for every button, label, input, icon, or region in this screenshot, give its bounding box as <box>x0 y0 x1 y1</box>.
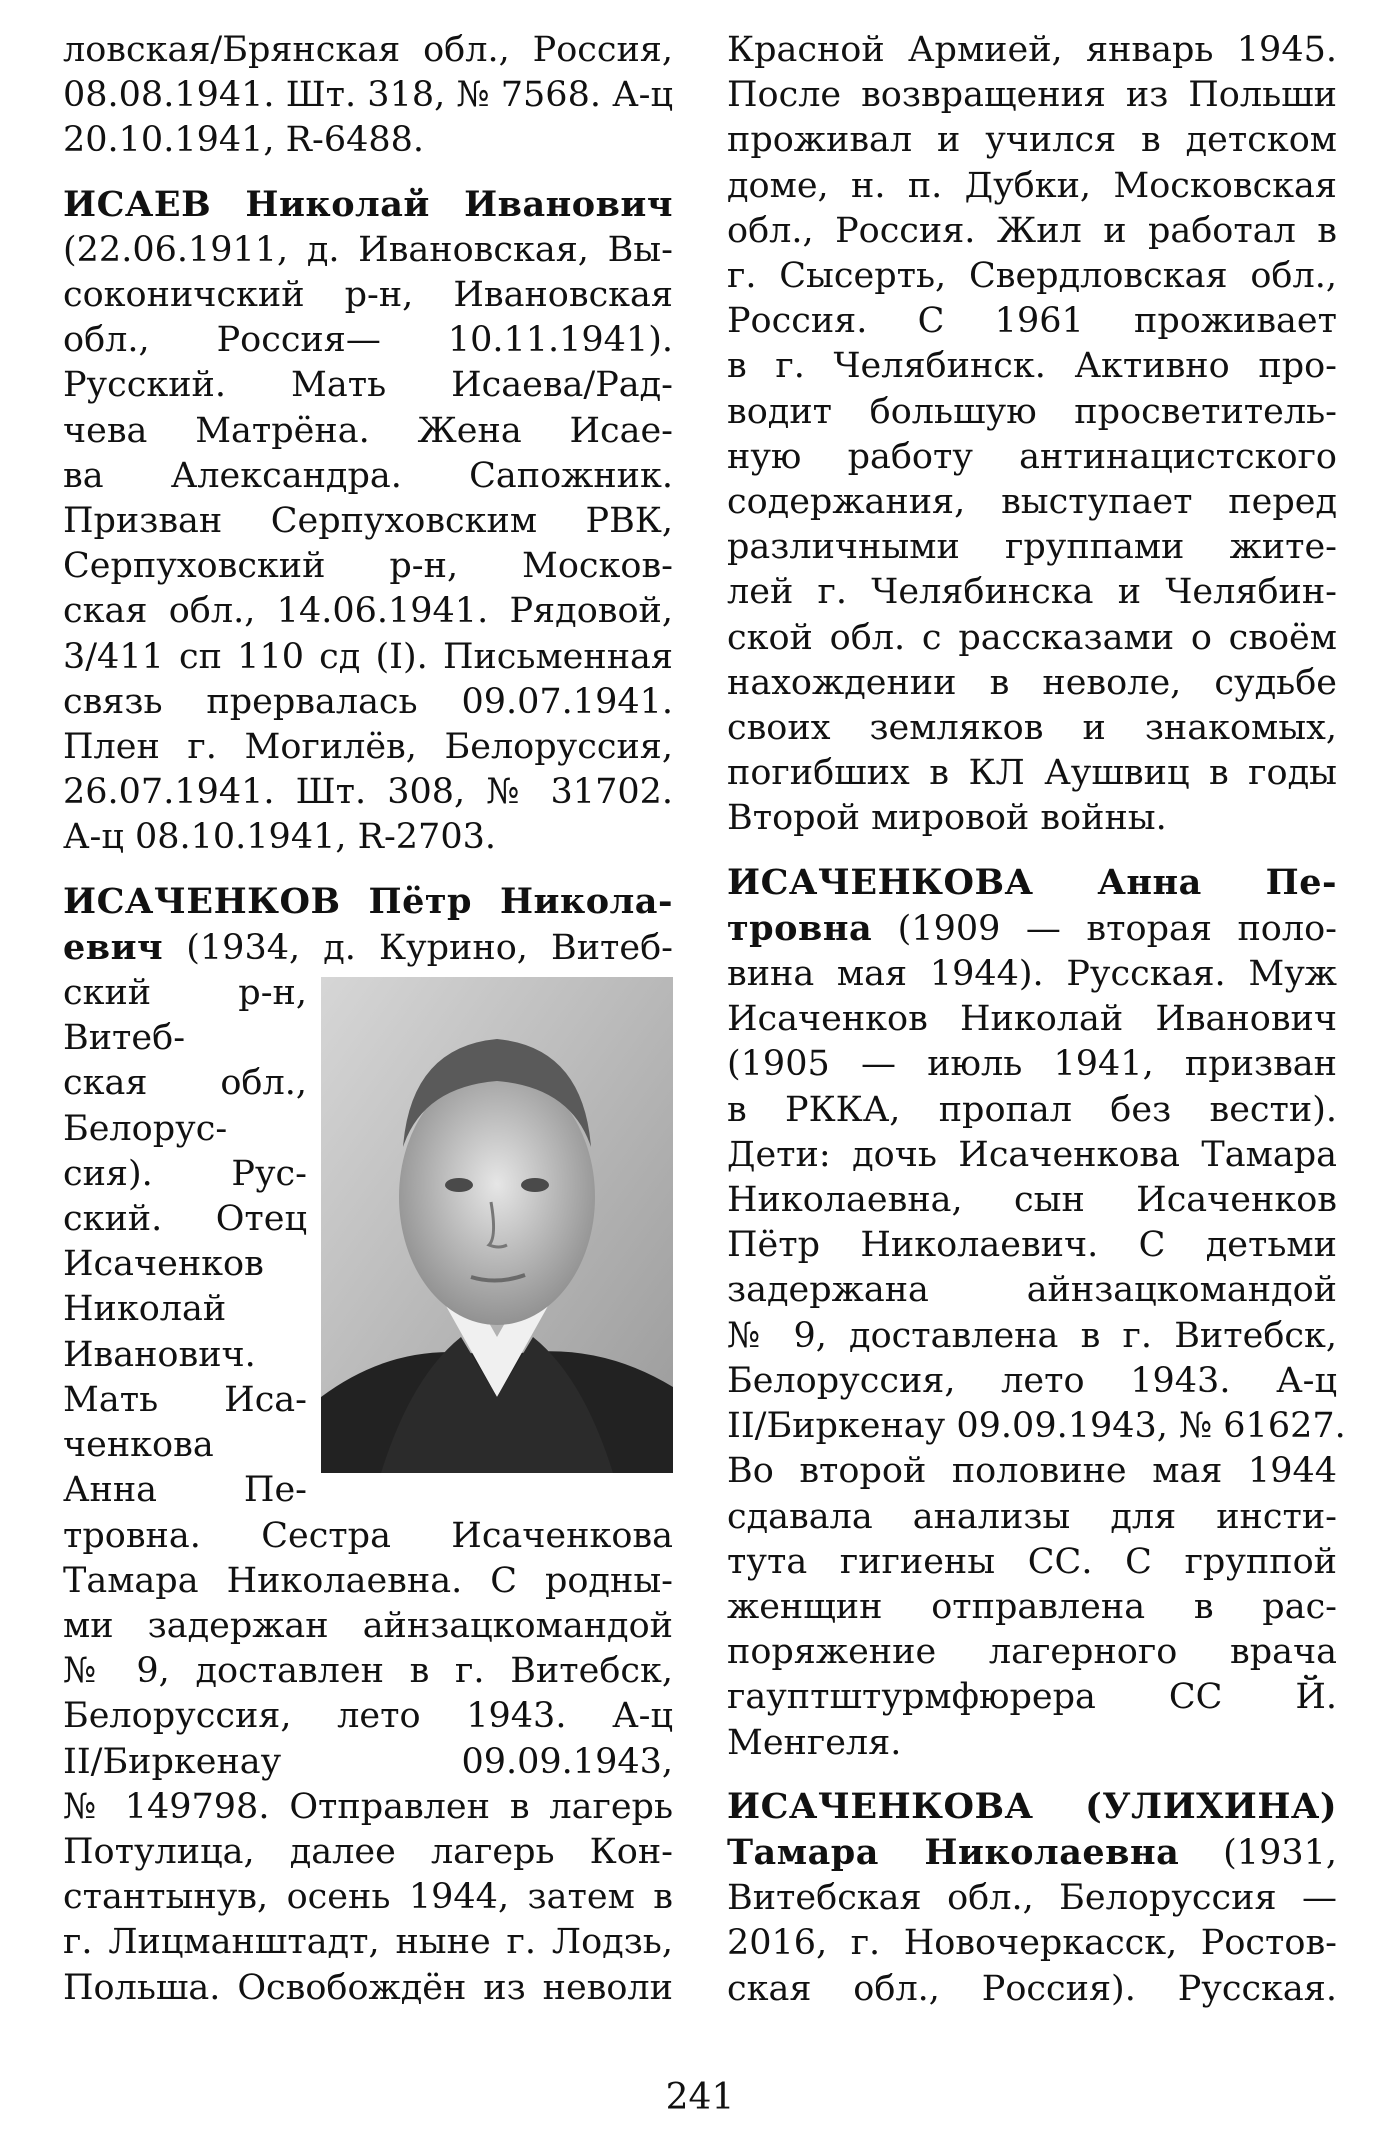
text-line: стантынув, осень 1944, затем в <box>63 1877 673 1918</box>
text-line: лей г. Челябинска и Челябин- <box>727 572 1337 613</box>
text-line: Пётр Николаевич. С детьми <box>727 1225 1337 1266</box>
text-line: вина мая 1944). Русская. Муж <box>727 954 1337 995</box>
entry-name-end: Тамара Николаевна <box>727 1831 1180 1873</box>
text-line: 3/411 сп 110 сд (I). Письменная <box>63 636 673 677</box>
text-line: Второй мировой войны. <box>727 798 1167 839</box>
text-line: Дети: дочь Исаченкова Тамара <box>727 1134 1337 1175</box>
text-line: тровна. Сестра Исаченкова <box>63 1515 673 1556</box>
text-line: 26.07.1941. Шт. 308, № 31702. <box>63 772 673 813</box>
text-line: 08.08.1941. Шт. 318, № 7568. А-ц <box>63 75 673 116</box>
entry-heading <box>63 182 673 228</box>
entry-heading <box>63 879 673 925</box>
text-line: ский р-н, <box>63 973 307 1014</box>
text-line: II/Биркенау 09.09.1943, <box>63 1741 673 1782</box>
text-line: погибших в КЛ Аушвиц в годы <box>727 753 1337 794</box>
entry-body <box>63 1514 673 2011</box>
text-line: Николай <box>63 1289 227 1330</box>
entry-continuation-right <box>727 28 1337 842</box>
text-line: гауптштурмфюрера СС Й. <box>727 1677 1337 1718</box>
text-line: Исаченков <box>63 1244 264 1285</box>
text-line: ва Александра. Сапожник. <box>63 455 673 496</box>
text-line: ми задержан айнзацкомандой <box>63 1605 673 1646</box>
text-line: женщин отправлена в рас- <box>727 1586 1337 1627</box>
text-line: Потулица, далее лагерь Кон- <box>63 1831 673 1872</box>
text-line: задержана айнзацкомандой <box>727 1270 1337 1311</box>
text-line: в г. Челябинск. Активно про- <box>727 346 1337 387</box>
text-line: Иванович. <box>63 1334 256 1375</box>
text-line: 20.10.1941, R-6488. <box>63 120 425 161</box>
right-column <box>727 28 1346 2030</box>
text-line: Белоруссия, лето 1943. А-ц <box>63 1696 673 1737</box>
text-line: (1905 — июль 1941, призван <box>727 1044 1337 1085</box>
text-line: Русский. Мать Исаева/Рад- <box>63 365 673 406</box>
entry-body <box>727 952 1346 1766</box>
entry-name: ИСАЧЕНКОВА Анна Пе- <box>727 861 1337 903</box>
entry-dates: (1934, д. Курино, Витеб- <box>163 927 673 968</box>
text-line: После возвращения из Польши <box>727 75 1337 116</box>
text-line: Мать Иса- <box>63 1379 307 1420</box>
text-line: ская обл., Россия). Русская. <box>727 1968 1337 2009</box>
text-line: обл., Россия— 10.11.1941). <box>63 320 673 361</box>
text-line: связь прервалась 09.07.1941. <box>63 681 673 722</box>
entry-name: ИСАЧЕНКОВ Пётр Никола- <box>63 880 673 922</box>
text-line: Белорус- <box>63 1108 228 1149</box>
text-line: тута гигиены СС. С группой <box>727 1541 1337 1582</box>
text-line: Анна Пе- <box>63 1470 307 1511</box>
entry-heading <box>727 1784 1337 1830</box>
left-column <box>63 28 673 2029</box>
text-line: Серпуховский р-н, Москов- <box>63 546 673 587</box>
text-line: Польша. Освобождён из неволи <box>63 1967 673 2008</box>
entry-isachenkov-petr <box>63 879 673 2011</box>
text-line: II/Биркенау 09.09.1943, № 61627. <box>727 1406 1346 1447</box>
entry-heading <box>727 860 1337 906</box>
text-line: ловская/Брянская обл., Россия, <box>63 30 673 70</box>
portrait-photo <box>321 977 673 1473</box>
entry-heading-continued <box>727 906 1337 952</box>
text-line: ский. Отец <box>63 1199 307 1240</box>
page-number: 241 <box>665 2077 735 2118</box>
text-line: Тамара Николаевна. С родны- <box>63 1560 673 1601</box>
text-line: Призван Серпуховским РВК, <box>63 501 673 542</box>
text-line: сия). Рус- <box>63 1153 307 1194</box>
entry-name-end: евич <box>63 926 164 968</box>
text-line: Николаевна, сын Исаченков <box>727 1180 1337 1221</box>
entry-body <box>63 228 673 861</box>
text-line: № 9, доставлена в г. Витебск, <box>727 1315 1337 1356</box>
text-line: № 149798. Отправлен в лагерь <box>63 1786 673 1827</box>
text-line: Россия. С 1961 проживает <box>727 301 1337 342</box>
text-line: (22.06.1911, д. Ивановская, Вы- <box>63 229 673 270</box>
entry-dates: (1909 — вторая поло- <box>872 908 1337 949</box>
text-line: № 9, доставлен в г. Витебск, <box>63 1651 673 1692</box>
text-line: своих земляков и знакомых, <box>727 708 1337 749</box>
text-line: г. Лицманштадт, ныне г. Лодзь, <box>63 1922 673 1963</box>
entry-name: ИСАЧЕНКОВА (УЛИХИНА) <box>727 1785 1337 1827</box>
text-line: ную работу антинацистского <box>727 436 1337 477</box>
entry-name: ИСАЕВ Николай Иванович <box>63 183 673 225</box>
text-line: Исаченков Николай Иванович <box>727 999 1337 1040</box>
entry-dates: (1931, <box>1179 1832 1338 1873</box>
text-line: ской обл. с рассказами о своём <box>727 617 1337 658</box>
text-line: чева Матрёна. Жена Исае- <box>63 410 673 451</box>
text-line: обл., Россия. Жил и работал в <box>727 210 1337 251</box>
text-line: Менгеля. <box>727 1722 902 1763</box>
text-line: проживал и учился в детском <box>727 120 1337 161</box>
entry-isachenkova-anna <box>727 860 1346 1766</box>
text-line: Плен г. Могилёв, Белоруссия, <box>63 727 673 768</box>
entry-isachenkova-tamara <box>727 1784 1337 2012</box>
text-line: соконичский р-н, Ивановская <box>63 275 673 316</box>
text-line: А-ц 08.10.1941, R-2703. <box>63 817 496 858</box>
text-line: Белоруссия, лето 1943. А-ц <box>727 1360 1337 1401</box>
text-line: различными группами жите- <box>727 527 1337 568</box>
entry-continuation-left <box>63 28 673 164</box>
entry-body <box>727 1876 1337 2012</box>
text-line: Витебская обл., Белоруссия — <box>727 1878 1337 1919</box>
text-line: ченкова <box>63 1425 214 1466</box>
text-line: Красной Армией, январь 1945. <box>727 30 1337 70</box>
text-line: в РККА, пропал без вести). <box>727 1089 1337 1130</box>
entry-name-end: тровна <box>727 907 873 949</box>
text-line: 2016, г. Новочеркасск, Ростов- <box>727 1923 1337 1964</box>
entry-isaev <box>63 182 673 861</box>
text-line: поряжение лагерного врача <box>727 1632 1337 1673</box>
text-line: водит большую просветитель- <box>727 391 1337 432</box>
text-line: ская обл., <box>63 1063 307 1104</box>
text-line: доме, н. п. Дубки, Московская <box>727 165 1337 206</box>
text-line: Витеб- <box>63 1018 186 1059</box>
entry-heading-continued <box>727 1830 1337 1876</box>
text-line: Во второй половине мая 1944 <box>727 1451 1337 1492</box>
portrait-image <box>321 977 673 1473</box>
text-line: г. Сысерть, Свердловская обл., <box>727 256 1337 297</box>
text-line: сдавала анализы для инсти- <box>727 1496 1337 1537</box>
text-line: нахождении в неволе, судьбе <box>727 662 1337 703</box>
text-line: содержания, выступает перед <box>727 482 1337 523</box>
text-line: ская обл., 14.06.1941. Рядовой, <box>63 591 673 632</box>
entry-heading-continued <box>63 925 673 971</box>
